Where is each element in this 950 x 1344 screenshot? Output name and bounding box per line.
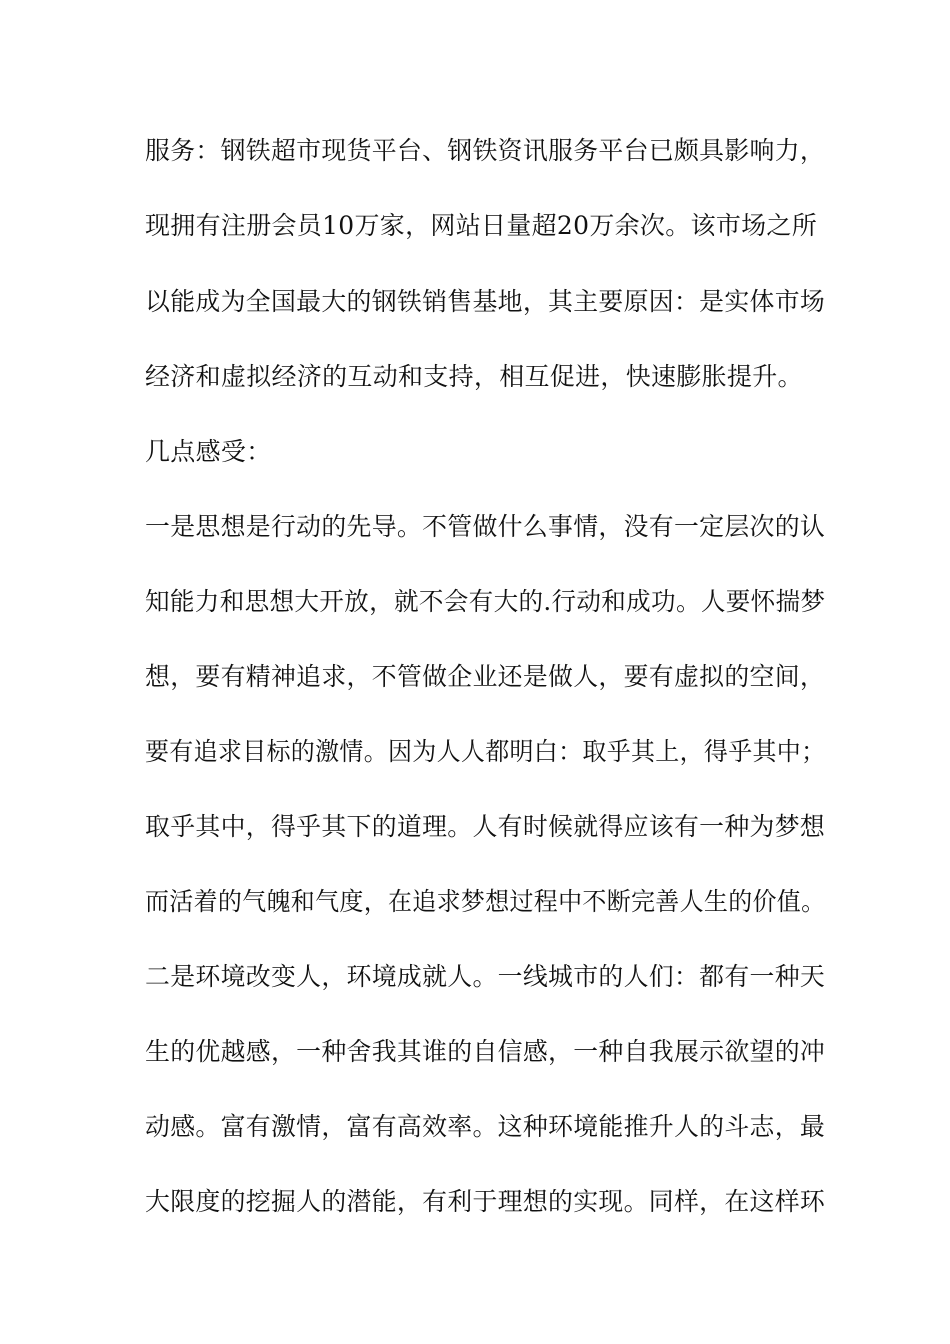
text-line: 二是环境改变人，环境成就人。一线城市的人们：都有一种天 xyxy=(145,962,826,991)
text-line: 而活着的气魄和气度，在追求梦想过程中不断完善人生的价值。 xyxy=(145,887,826,916)
text-line: 取乎其中，得乎其下的道理。人有时候就得应该有一种为梦想 xyxy=(145,812,826,841)
text-line: 生的优越感，一种舍我其谁的自信感，一种自我展示欲望的冲 xyxy=(145,1037,826,1066)
text-line: 想，要有精神追求，不管做企业还是做人，要有虚拟的空间， xyxy=(145,662,826,691)
text-line: 以能成为全国最大的钢铁销售基地，其主要原因：是实体市场 xyxy=(145,287,826,316)
text-line: 一是思想是行动的先导。不管做什么事情，没有一定层次的认 xyxy=(145,512,826,541)
text-line: 知能力和思想大开放，就不会有大的.行动和成功。人要怀揣梦 xyxy=(145,587,826,616)
text-line: 大限度的挖掘人的潜能，有利于理想的实现。同样，在这样环 xyxy=(145,1187,826,1216)
text-line: 要有追求目标的激情。因为人人都明白：取乎其上，得乎其中； xyxy=(145,737,826,766)
text-line: 服务：钢铁超市现货平台、钢铁资讯服务平台已颇具影响力， xyxy=(145,136,826,165)
section-heading: 几点感受： xyxy=(145,437,272,466)
text-line: 现拥有注册会员10万家，网站日量超20万余次。该市场之所 xyxy=(145,211,818,240)
text-line: 动感。富有激情，富有高效率。这种环境能推升人的斗志，最 xyxy=(145,1112,826,1141)
text-line: 经济和虚拟经济的互动和支持，相互促进，快速膨胀提升。 xyxy=(145,362,803,391)
